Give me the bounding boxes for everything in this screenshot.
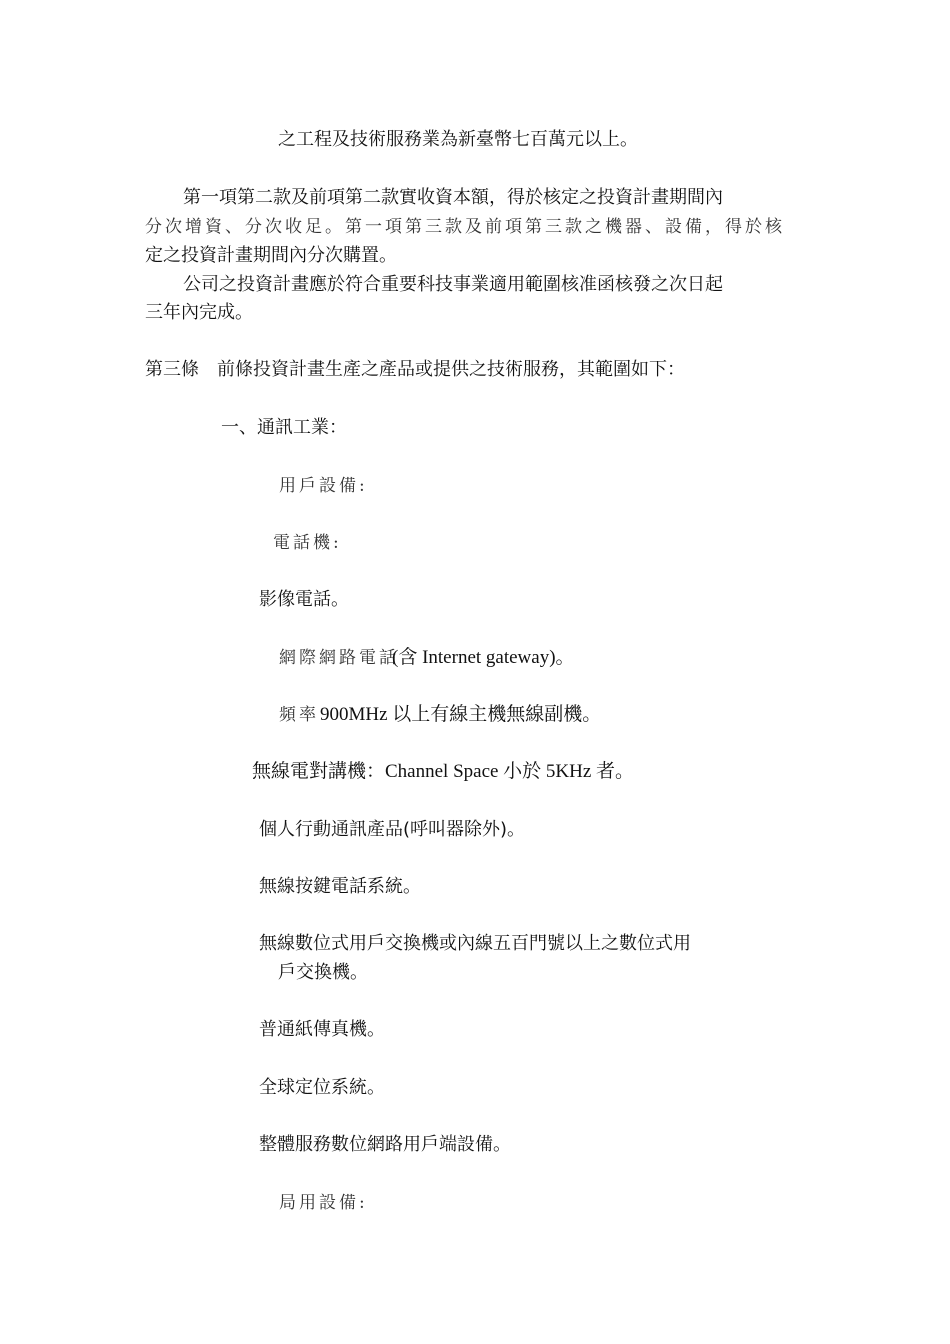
- list-item: 戶交換機。: [278, 962, 368, 983]
- list-item: 無線數位式用戶交換機或內線五百門號以上之數位式用: [259, 933, 691, 954]
- list-subheading: 用戶設備:: [279, 476, 368, 496]
- list-item: 無線電對講機：Channel Space 小於 5KHz 者。: [252, 761, 635, 782]
- list-item: 頻率: [279, 705, 319, 725]
- list-item-detail: (含 Internet gateway)。: [392, 647, 575, 668]
- list-subheading: 電話機:: [273, 533, 342, 553]
- section-heading: 一、通訊工業：: [221, 417, 347, 438]
- list-item: 全球定位系統。: [259, 1077, 385, 1098]
- list-item: 網際網路電話: [279, 648, 399, 668]
- list-item: 無線按鍵電話系統。: [259, 876, 421, 897]
- list-item-detail: 900MHz 以上有線主機無線副機。: [320, 704, 602, 725]
- list-subheading: 局用設備:: [279, 1193, 368, 1213]
- text-line: 之工程及技術服務業為新臺幣七百萬元以上。: [278, 129, 638, 150]
- paragraph-line: 定之投資計畫期間內分次購置。: [145, 245, 397, 266]
- paragraph-line: 三年內完成。: [145, 302, 253, 323]
- paragraph-line: 第一項第二款及前項第二款實收資本額，得於核定之投資計畫期間內: [183, 187, 723, 208]
- article-heading: 第三條 前條投資計畫生產之產品或提供之技術服務，其範圍如下：: [145, 359, 685, 380]
- list-item: 整體服務數位網路用戶端設備。: [259, 1134, 511, 1155]
- list-item: 個人行動通訊產品(呼叫器除外)。: [259, 819, 526, 840]
- list-item: 影像電話。: [259, 589, 349, 610]
- list-item: 普通紙傳真機。: [259, 1019, 385, 1040]
- paragraph-line: 公司之投資計畫應於符合重要科技事業適用範圍核准函核發之次日起: [183, 274, 723, 295]
- paragraph-line: 分次增資、分次收足。第一項第三款及前項第三款之機器、設備，得於核: [145, 217, 785, 237]
